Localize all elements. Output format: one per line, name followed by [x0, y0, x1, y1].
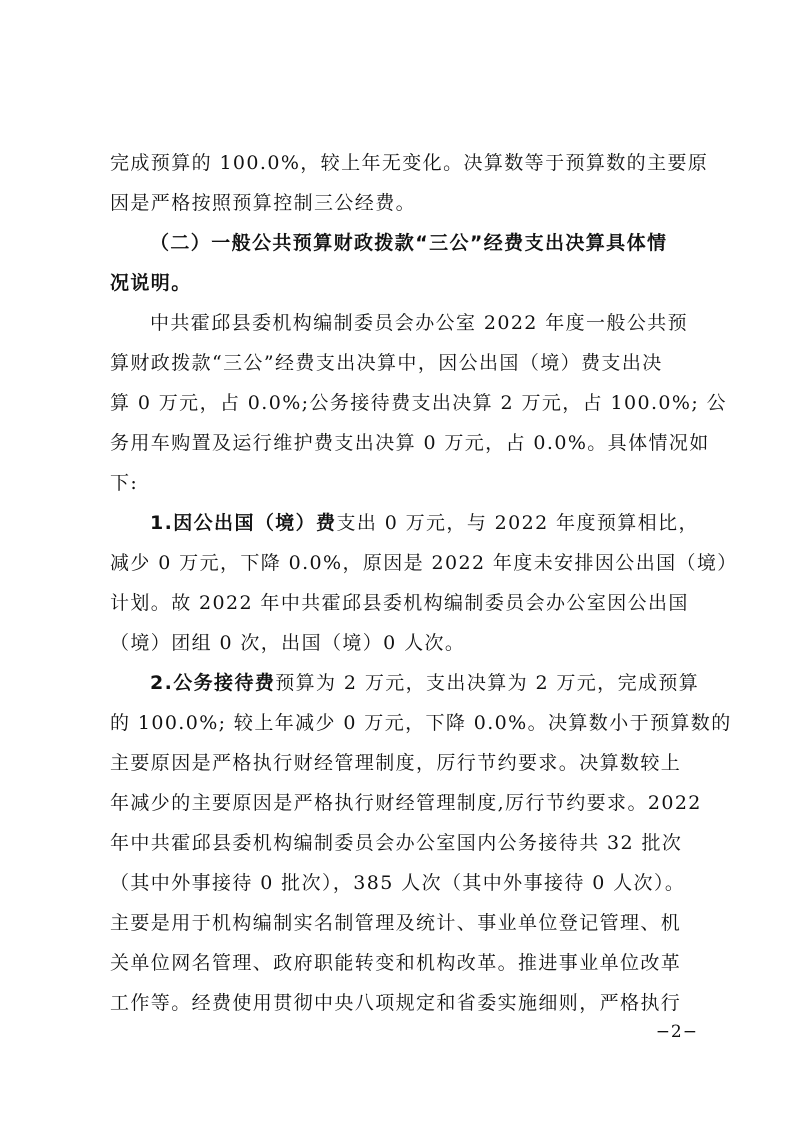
text-line: 完成预算的 100.0%，较上年无变化。决算数等于预算数的主要原	[110, 152, 709, 174]
text-line: 算 0 万元，占 0.0%;公务接待费支出决算 2 万元，占 100.0%; 公	[110, 392, 727, 414]
text-line: 关单位网名管理、政府职能转变和机构改革。推进事业单位改革	[110, 952, 682, 974]
text-line: 因是严格按照预算控制三公经费。	[110, 192, 417, 214]
text-line: 年中共霍邱县委机构编制委员会办公室国内公务接待共 32 批次	[110, 832, 683, 854]
item-text: 支出 0 万元，与 2022 年度预算相比，	[336, 512, 699, 534]
item-official-reception	[110, 663, 732, 1023]
heading-line: （二）一般公共预算财政拨款“三公”经费支出决算具体情	[150, 232, 668, 254]
text-line: 减少 0 万元，下降 0.0%，原因是 2022 年度未安排因公出国（境）	[110, 552, 738, 574]
page-number: −2−	[655, 1022, 698, 1042]
paragraph-summary	[110, 303, 727, 503]
text-line: 中共霍邱县委机构编制委员会办公室 2022 年度一般公共预	[150, 312, 689, 334]
item-title: 1.因公出国（境）费	[150, 512, 337, 534]
text-line	[110, 663, 700, 703]
text-line: 主要是用于机构编制实名制管理及统计、事业单位登记管理、机	[110, 912, 682, 934]
item-title: 2.公务接待费	[150, 672, 276, 694]
text-line: 工作等。经费使用贯彻中央八项规定和省委实施细则，严格执行	[110, 992, 682, 1014]
paragraph-intro	[110, 143, 709, 223]
text-line: 务用车购置及运行维护费支出决算 0 万元，占 0.0%。具体情况如	[110, 432, 710, 454]
text-line: 算财政拨款“三公”经费支出决算中，因公出国（境）费支出决	[110, 352, 663, 374]
item-overseas-travel	[110, 503, 738, 663]
text-line: 主要原因是严格执行财经管理制度，厉行节约要求。决算数较上	[110, 752, 682, 774]
text-line: （境）团组 0 次，出国（境）0 人次。	[110, 632, 466, 654]
text-line: 年减少的主要原因是严格执行财经管理制度,厉行节约要求。2022	[110, 792, 702, 814]
text-line: 计划。故 2022 年中共霍邱县委机构编制委员会办公室因公出国	[110, 592, 689, 614]
document-body	[110, 143, 738, 1023]
section-heading	[110, 223, 696, 303]
text-line: 的 100.0%; 较上年减少 0 万元，下降 0.0%。决算数小于预算数的	[110, 712, 732, 734]
text-line	[110, 503, 699, 543]
item-text: 预算为 2 万元，支出决算为 2 万元，完成预算	[275, 672, 700, 694]
text-line: （其中外事接待 0 批次），385 人次（其中外事接待 0 人次）。	[110, 872, 686, 894]
heading-line: 况说明。	[110, 272, 192, 294]
text-line: 下:	[110, 472, 139, 494]
